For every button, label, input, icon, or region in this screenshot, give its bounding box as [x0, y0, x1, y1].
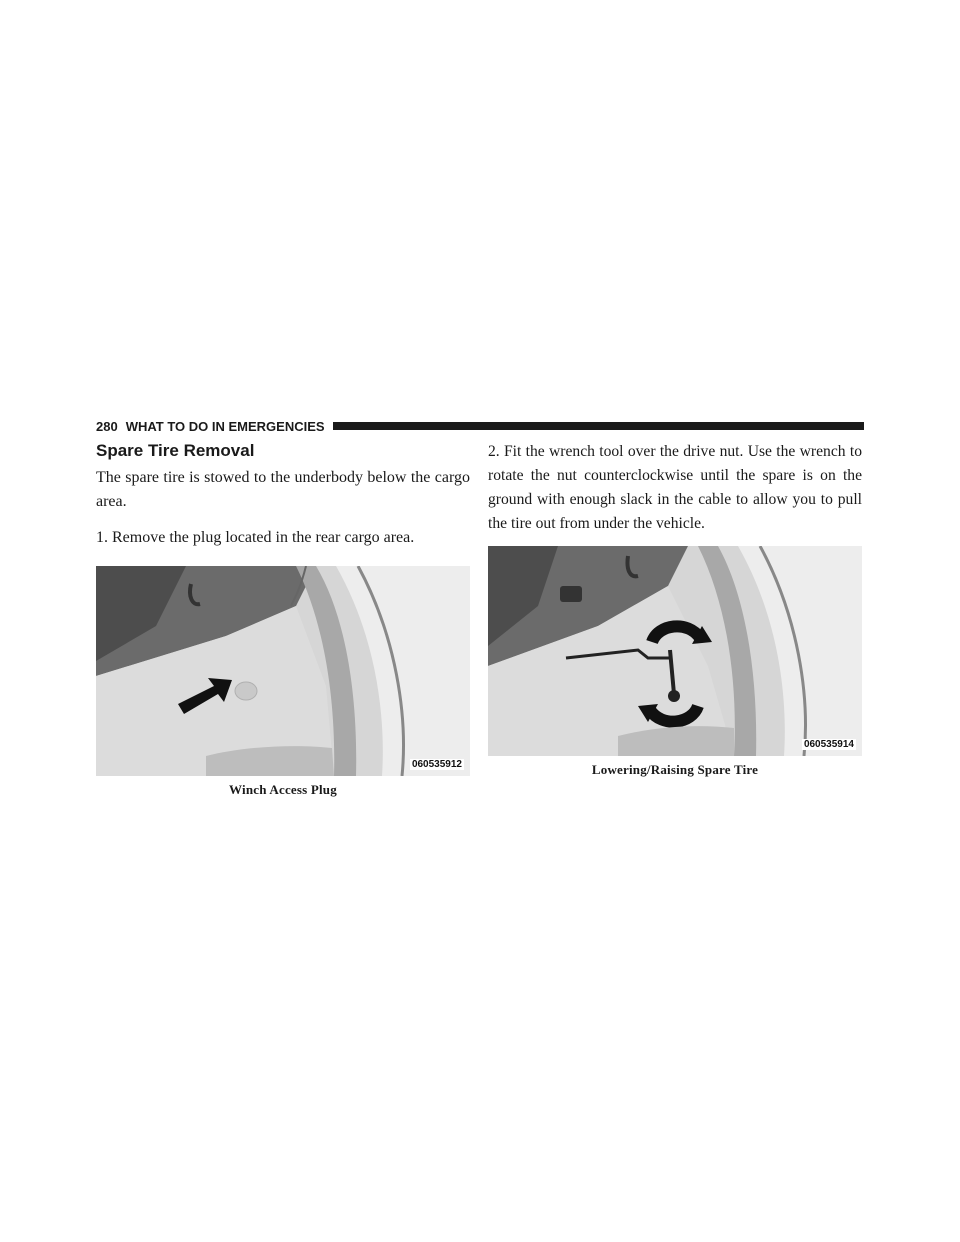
left-column	[96, 440, 470, 798]
chapter-title: WHAT TO DO IN EMERGENCIES	[125, 418, 325, 434]
wrench-illustration	[488, 546, 862, 756]
figure-caption: Lowering/Raising Spare Tire	[591, 762, 759, 777]
header-rule	[333, 422, 864, 430]
intro-paragraph: The spare tire is stowed to the underbody below the cargo area.	[96, 469, 470, 510]
figure-code: 060535914	[803, 739, 854, 750]
section-title: Spare Tire Removal	[96, 441, 255, 460]
figure-code: 060535912	[411, 759, 462, 770]
step-2: 2. Fit the wrench tool over the drive nut. Use the wrench to rotate the nut counterclockwise until the spare is on the ground with enough slack in the cable to allow you to pull the tire out from under the vehicle.	[488, 443, 862, 532]
winch-access-plug-figure	[96, 566, 470, 776]
step-1: 1. Remove the plug located in the rear cargo area.	[96, 529, 415, 546]
figure-caption: Winch Access Plug	[229, 782, 337, 797]
cargo-area-illustration	[96, 566, 470, 776]
page-header	[96, 416, 864, 436]
right-column	[488, 440, 862, 778]
lowering-raising-figure	[488, 546, 862, 756]
page-number: 280	[96, 418, 118, 434]
